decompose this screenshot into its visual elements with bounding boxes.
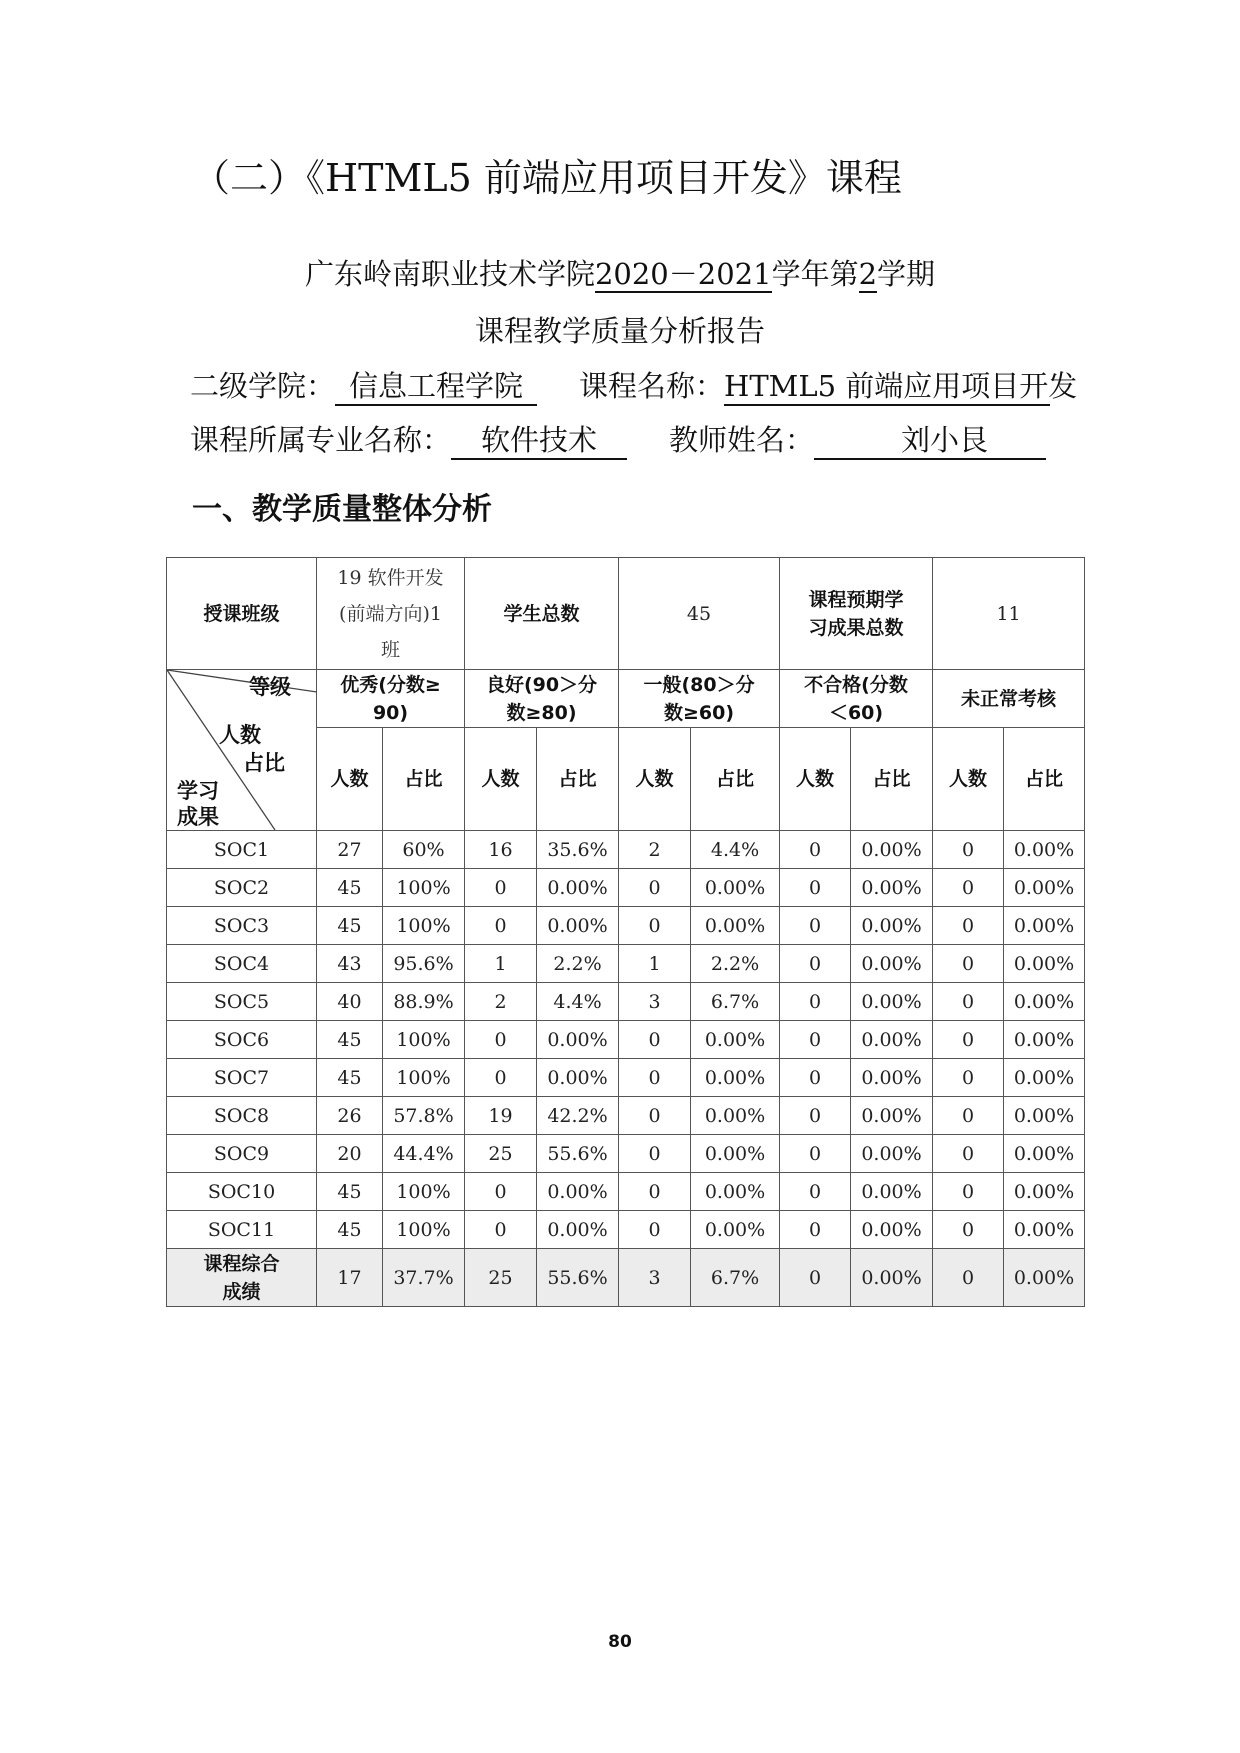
ratio-cell: 44.4% [383, 1135, 465, 1173]
total-ratio-cell: 6.7% [691, 1249, 780, 1307]
ratio-cell: 100% [383, 1173, 465, 1211]
count-cell: 0 [933, 1211, 1004, 1249]
ratio-cell: 100% [383, 1021, 465, 1059]
ratio-cell: 0.00% [691, 1211, 780, 1249]
table-row [167, 1059, 1085, 1097]
count-cell: 0 [933, 1059, 1004, 1097]
count-cell: 0 [780, 1059, 851, 1097]
diag-ratio-label: 占比 [243, 751, 285, 775]
total-row [167, 1249, 1085, 1307]
course-label: 课程名称： [579, 369, 725, 403]
count-cell: 0 [780, 1135, 851, 1173]
diag-grade-label: 等级 [249, 675, 291, 699]
count-cell: 3 [619, 983, 691, 1021]
diagonal-header [167, 670, 317, 831]
table-header-row-2 [167, 670, 1085, 728]
ratio-cell: 0.00% [691, 869, 780, 907]
ratio-cell: 0.00% [537, 907, 619, 945]
ratio-cell: 42.2% [537, 1097, 619, 1135]
ratio-cell: 0.00% [1004, 1173, 1085, 1211]
count-cell: 0 [780, 945, 851, 983]
quality-table [166, 557, 1085, 1307]
grade-fail: 不合格(分数 ＜60) [780, 670, 933, 728]
ratio-cell: 0.00% [1004, 869, 1085, 907]
outcome-name: SOC7 [167, 1059, 317, 1097]
ratio-cell: 4.4% [537, 983, 619, 1021]
ratio-cell: 0.00% [851, 1135, 933, 1173]
count-cell: 0 [465, 907, 537, 945]
section-title: （二）《HTML5 前端应用项目开发》课程 [192, 156, 902, 200]
count-cell: 0 [619, 907, 691, 945]
academic-years: 2020－2021 [594, 257, 772, 291]
ratio-cell: 0.00% [691, 1097, 780, 1135]
count-cell: 0 [619, 869, 691, 907]
count-cell: 16 [465, 831, 537, 869]
report-college-line [0, 254, 1240, 294]
outcome-name: SOC11 [167, 1211, 317, 1249]
page-number: 80 [608, 1632, 632, 1652]
table-body [167, 831, 1085, 1249]
ratio-cell: 60% [383, 831, 465, 869]
ratio-cell: 0.00% [537, 1173, 619, 1211]
students-label: 学生总数 [465, 558, 619, 670]
outcome-name: SOC8 [167, 1097, 317, 1135]
outcomes-label: 课程预期学 习成果总数 [780, 558, 933, 670]
term-suffix: 学期 [877, 257, 936, 291]
count-cell: 1 [465, 945, 537, 983]
ratio-cell: 57.8% [383, 1097, 465, 1135]
info-line-1 [190, 366, 1078, 406]
school-label: 二级学院： [190, 369, 336, 403]
ratio-cell: 0.00% [851, 907, 933, 945]
ratio-cell: 0.00% [851, 1059, 933, 1097]
count-header: 人数 [619, 728, 691, 831]
count-cell: 0 [619, 1097, 691, 1135]
count-cell: 43 [317, 945, 383, 983]
info-line-2 [190, 420, 1046, 460]
count-cell: 0 [465, 1021, 537, 1059]
count-cell: 0 [780, 983, 851, 1021]
count-cell: 0 [780, 831, 851, 869]
teacher-label: 教师姓名： [669, 423, 815, 457]
count-cell: 0 [933, 907, 1004, 945]
ratio-cell: 2.2% [691, 945, 780, 983]
ratio-cell: 0.00% [1004, 945, 1085, 983]
course-value: HTML5 前端应用项目开发 [724, 368, 1050, 406]
ratio-cell: 0.00% [1004, 907, 1085, 945]
ratio-cell: 0.00% [851, 983, 933, 1021]
ratio-cell: 0.00% [691, 1173, 780, 1211]
ratio-cell: 0.00% [851, 945, 933, 983]
outcome-name: SOC9 [167, 1135, 317, 1173]
ratio-header: 占比 [537, 728, 619, 831]
table-row [167, 1211, 1085, 1249]
count-cell: 0 [933, 869, 1004, 907]
ratio-cell: 0.00% [691, 1135, 780, 1173]
count-cell: 0 [619, 1021, 691, 1059]
ratio-cell: 95.6% [383, 945, 465, 983]
total-count-cell: 0 [780, 1249, 851, 1307]
count-cell: 0 [933, 1097, 1004, 1135]
ratio-cell: 0.00% [691, 1021, 780, 1059]
school-value: 信息工程学院 [335, 368, 537, 406]
count-cell: 0 [933, 1021, 1004, 1059]
outcome-name: SOC6 [167, 1021, 317, 1059]
ratio-cell: 0.00% [851, 1173, 933, 1211]
count-header: 人数 [465, 728, 537, 831]
table-row [167, 1135, 1085, 1173]
count-cell: 0 [619, 1211, 691, 1249]
ratio-cell: 0.00% [691, 907, 780, 945]
ratio-cell: 0.00% [851, 1097, 933, 1135]
total-count-cell: 3 [619, 1249, 691, 1307]
count-cell: 25 [465, 1135, 537, 1173]
total-ratio-cell: 0.00% [851, 1249, 933, 1307]
ratio-cell: 0.00% [1004, 831, 1085, 869]
total-count-cell: 0 [933, 1249, 1004, 1307]
ratio-cell: 0.00% [851, 1021, 933, 1059]
students-value: 45 [619, 558, 780, 670]
count-cell: 2 [465, 983, 537, 1021]
count-cell: 0 [465, 1059, 537, 1097]
diag-outcome-label-2: 成果 [177, 805, 219, 829]
count-cell: 45 [317, 1021, 383, 1059]
count-cell: 0 [933, 1173, 1004, 1211]
count-cell: 0 [780, 869, 851, 907]
ratio-cell: 100% [383, 907, 465, 945]
ratio-cell: 88.9% [383, 983, 465, 1021]
table-row [167, 945, 1085, 983]
count-cell: 26 [317, 1097, 383, 1135]
count-cell: 0 [780, 1211, 851, 1249]
table-row [167, 907, 1085, 945]
ratio-cell: 0.00% [1004, 1211, 1085, 1249]
count-cell: 0 [465, 1211, 537, 1249]
count-cell: 0 [780, 1021, 851, 1059]
count-cell: 19 [465, 1097, 537, 1135]
outcome-name: SOC2 [167, 869, 317, 907]
college-name: 广东岭南职业技术学院 [304, 257, 595, 291]
table-row [167, 1021, 1085, 1059]
count-cell: 40 [317, 983, 383, 1021]
table-row [167, 983, 1085, 1021]
outcome-name: SOC5 [167, 983, 317, 1021]
outcome-name: SOC10 [167, 1173, 317, 1211]
grade-excellent: 优秀(分数≥ 90) [317, 670, 465, 728]
ratio-header: 占比 [383, 728, 465, 831]
outcome-name: SOC3 [167, 907, 317, 945]
term-number: 2 [858, 257, 878, 291]
ratio-cell: 0.00% [851, 1211, 933, 1249]
section-heading: 一、教学质量整体分析 [192, 492, 492, 527]
major-value: 软件技术 [451, 422, 627, 460]
ratio-cell: 0.00% [691, 1059, 780, 1097]
total-ratio-cell: 55.6% [537, 1249, 619, 1307]
count-cell: 0 [465, 869, 537, 907]
total-ratio-cell: 37.7% [383, 1249, 465, 1307]
count-cell: 45 [317, 869, 383, 907]
outcomes-value: 11 [933, 558, 1085, 670]
grade-absent: 未正常考核 [933, 670, 1085, 728]
ratio-cell: 0.00% [1004, 983, 1085, 1021]
ratio-cell: 100% [383, 1211, 465, 1249]
diag-outcome-label-1: 学习 [177, 779, 219, 803]
teacher-value: 刘小艮 [814, 422, 1046, 460]
report-title: 课程教学质量分析报告 [474, 314, 765, 348]
ratio-cell: 6.7% [691, 983, 780, 1021]
count-cell: 1 [619, 945, 691, 983]
total-count-cell: 25 [465, 1249, 537, 1307]
ratio-cell: 100% [383, 1059, 465, 1097]
count-cell: 0 [933, 983, 1004, 1021]
class-label: 授课班级 [167, 558, 317, 670]
ratio-cell: 4.4% [691, 831, 780, 869]
total-count-cell: 17 [317, 1249, 383, 1307]
count-cell: 0 [933, 945, 1004, 983]
ratio-cell: 0.00% [537, 1211, 619, 1249]
count-cell: 45 [317, 1211, 383, 1249]
total-ratio-cell: 0.00% [1004, 1249, 1085, 1307]
count-cell: 0 [780, 907, 851, 945]
ratio-cell: 0.00% [851, 831, 933, 869]
count-header: 人数 [933, 728, 1004, 831]
grade-good: 良好(90＞分 数≥80) [465, 670, 619, 728]
count-cell: 27 [317, 831, 383, 869]
count-cell: 45 [317, 1059, 383, 1097]
total-label: 课程综合 成绩 [167, 1249, 317, 1307]
ratio-cell: 0.00% [1004, 1097, 1085, 1135]
ratio-cell: 0.00% [537, 1021, 619, 1059]
ratio-cell: 0.00% [1004, 1135, 1085, 1173]
count-cell: 0 [619, 1173, 691, 1211]
count-cell: 20 [317, 1135, 383, 1173]
count-cell: 45 [317, 907, 383, 945]
outcome-name: SOC4 [167, 945, 317, 983]
count-cell: 0 [780, 1097, 851, 1135]
count-cell: 0 [619, 1059, 691, 1097]
ratio-cell: 100% [383, 869, 465, 907]
ratio-header: 占比 [1004, 728, 1085, 831]
count-cell: 0 [933, 831, 1004, 869]
ratio-cell: 55.6% [537, 1135, 619, 1173]
ratio-cell: 0.00% [537, 1059, 619, 1097]
ratio-header: 占比 [851, 728, 933, 831]
ratio-cell: 0.00% [1004, 1059, 1085, 1097]
major-label: 课程所属专业名称： [190, 423, 452, 457]
count-cell: 2 [619, 831, 691, 869]
diag-count-label: 人数 [219, 723, 261, 747]
table-header-row-1 [167, 558, 1085, 670]
ratio-header: 占比 [691, 728, 780, 831]
ratio-cell: 2.2% [537, 945, 619, 983]
table-row [167, 831, 1085, 869]
count-cell: 0 [933, 1135, 1004, 1173]
count-cell: 45 [317, 1173, 383, 1211]
class-value: 19 软件开发 (前端方向)1 班 [317, 558, 465, 670]
count-header: 人数 [317, 728, 383, 831]
ratio-cell: 0.00% [537, 869, 619, 907]
count-cell: 0 [619, 1135, 691, 1173]
ratio-cell: 0.00% [851, 869, 933, 907]
grade-average: 一般(80＞分 数≥60) [619, 670, 780, 728]
table-row [167, 869, 1085, 907]
count-header: 人数 [780, 728, 851, 831]
table-row [167, 1097, 1085, 1135]
outcome-name: SOC1 [167, 831, 317, 869]
count-cell: 0 [780, 1173, 851, 1211]
ratio-cell: 0.00% [1004, 1021, 1085, 1059]
count-cell: 0 [465, 1173, 537, 1211]
ratio-cell: 35.6% [537, 831, 619, 869]
year-suffix: 学年第 [771, 257, 859, 291]
table-row [167, 1173, 1085, 1211]
